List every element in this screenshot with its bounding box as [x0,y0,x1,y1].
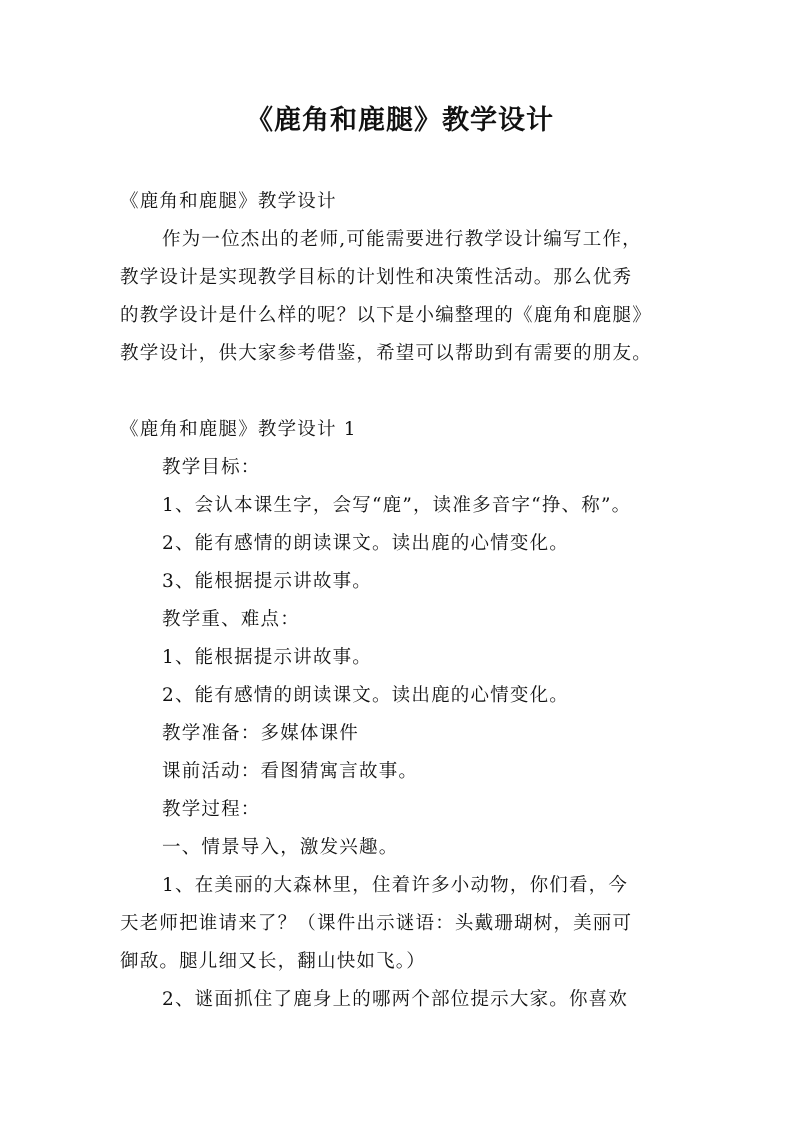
process-label: 教学过程： [162,799,261,820]
intro-heading: 《鹿角和鹿腿》教学设计 [120,191,337,212]
intro-line: 的教学设计是什么样的呢？以下是小编整理的《鹿角和鹿腿》 [120,305,652,326]
pre-activity-line: 课前活动：看图猜寓言故事。 [162,761,419,782]
step-title: 一、情景导入，激发兴趣。 [162,837,399,858]
step-paragraph-line: 天老师把谁请来了？（课件出示谜语：头戴珊瑚树，美丽可 [120,913,633,934]
goals-label: 教学目标： [162,457,261,478]
step-paragraph-line: 1、在美丽的大森林里，住着许多小动物，你们看，今 [162,875,629,896]
document-title: 《鹿角和鹿腿》教学设计 [246,105,554,136]
intro-line: 教学设计，供大家参考借鉴，希望可以帮助到有需要的朋友。 [120,343,652,364]
section-heading: 《鹿角和鹿腿》教学设计 1 [120,419,357,440]
goal-item: 2、能有感情的朗读课文。读出鹿的心情变化。 [162,533,569,554]
step-paragraph-line: 2、谜面抓住了鹿身上的哪两个部位提示大家。你喜欢 [162,989,629,1010]
intro-line: 教学设计是实现教学目标的计划性和决策性活动。那么优秀 [120,267,633,288]
intro-line: 作为一位杰出的老师,可能需要进行教学设计编写工作， [162,229,642,250]
key-point-item: 2、能有感情的朗读课文。读出鹿的心情变化。 [162,685,569,706]
goal-item: 1、会认本课生字，会写“鹿”，读准多音字“挣、称”。 [162,495,632,516]
goal-item: 3、能根据提示讲故事。 [162,571,372,592]
step-paragraph-line: 御敌。腿儿细又长，翻山快如飞。） [120,951,426,972]
key-point-item: 1、能根据提示讲故事。 [162,647,372,668]
key-points-label: 教学重、难点： [162,609,300,630]
preparation-line: 教学准备：多媒体课件 [162,723,360,744]
